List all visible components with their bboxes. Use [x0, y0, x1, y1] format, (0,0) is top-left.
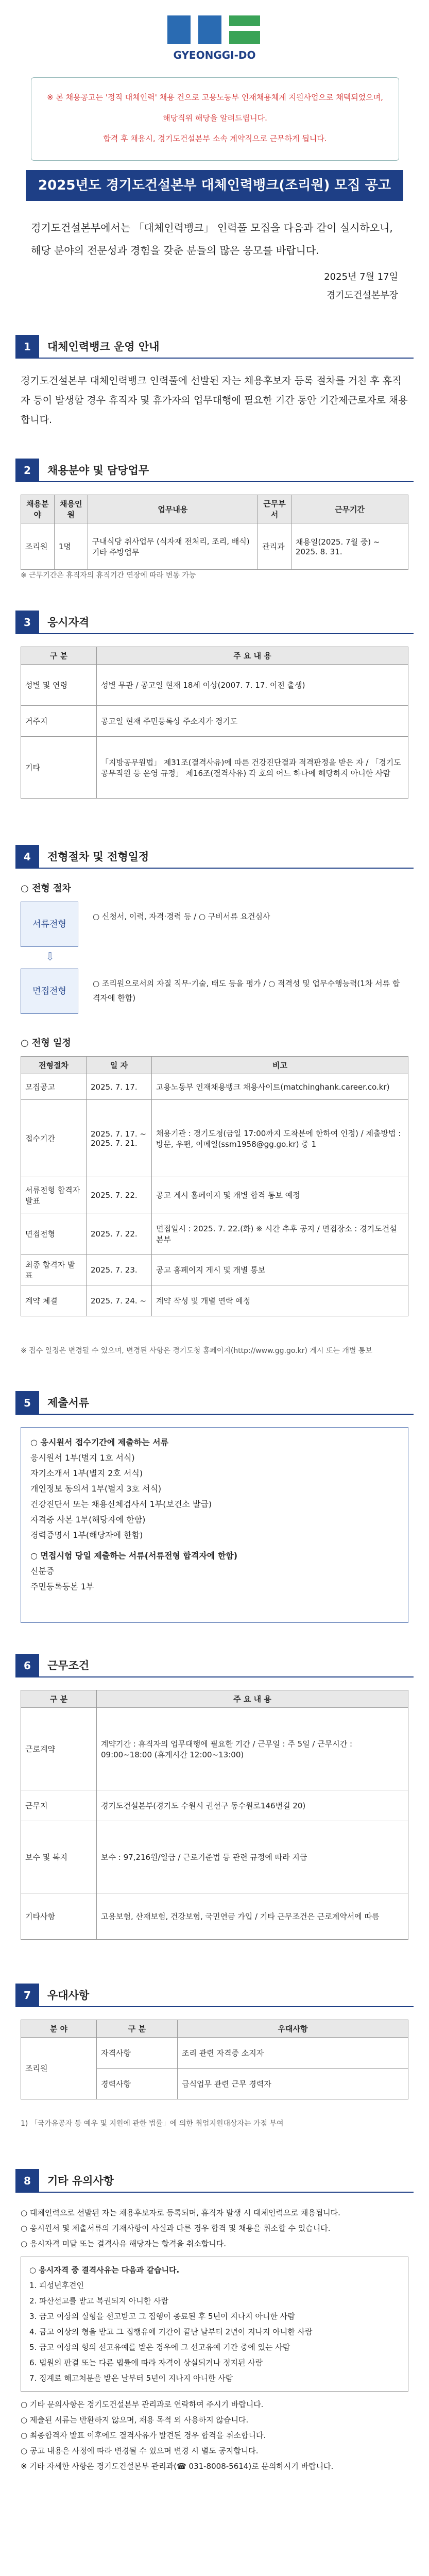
- logo-text: GYEONGGI-DO: [173, 49, 256, 61]
- list-item: 6. 법원의 판결 또는 다른 법률에 따라 자격이 상실되거나 정지된 사람: [29, 2358, 263, 2367]
- list-item: 3. 금고 이상의 실형을 선고받고 그 집행이 종료된 후 5년이 지나지 아니한 사람: [29, 2312, 295, 2321]
- table-cell: 서류전형 합격자 발표: [21, 1177, 87, 1213]
- table-cell: 접수기간: [21, 1100, 87, 1177]
- table-cell: 2025. 7. 22.: [87, 1213, 152, 1255]
- etc-notes: [21, 2205, 408, 2474]
- table-header: 분 야: [21, 2020, 97, 2038]
- documents-title-2: ○ 면접시험 당일 제출하는 서류(서류전형 합격자에 한함): [30, 1551, 238, 1561]
- table-cell: 조리원: [21, 523, 55, 570]
- table-cell: 2025. 7. 24. ~: [87, 1285, 152, 1316]
- table-cell: 고용보험, 산재보험, 건강보험, 국민연금 가입 / 기타 근무조건은 근로계약서에 따름: [97, 1893, 408, 1940]
- section-label: 전형절차 및 전형일정: [39, 845, 414, 869]
- table-cell: 계약기간 : 휴직자의 업무대행에 필요한 기간 / 근무일 : 주 5일 / 근무시간 : 09:00~18:00 (휴게시간 12:00~13:00): [97, 1708, 408, 1790]
- table-cell: 최종 합격자 발표: [21, 1255, 87, 1285]
- section-label: 응시자격: [39, 611, 414, 634]
- section-4-header: [15, 845, 414, 869]
- table-cell: 경기도건설본부(경기도 수원시 권선구 동수원로146번길 20): [97, 1790, 408, 1821]
- list-item: 경력증명서 1부(해당자에 한함): [30, 1530, 143, 1540]
- table-header: 주 요 내 용: [97, 647, 408, 665]
- table-cell: 면접일시 : 2025. 7. 22.(화) ※ 시간 추후 공지 / 면접장소 : 경기도건설본부: [152, 1213, 408, 1255]
- notice-box: [31, 77, 399, 161]
- list-item: 응시원서 1부(별지 1호 서식): [30, 1453, 135, 1463]
- section-5-header: [15, 1391, 414, 1415]
- notice-line-1: ※ 본 채용공고는 '정직 대체인력' 채용 건으로 고용노동부 인재채용체계 지원사업으로 채택되었으며,: [47, 93, 383, 102]
- list-item: 자기소개서 1부(별지 2호 서식): [30, 1468, 143, 1478]
- section-2-header: [15, 459, 414, 482]
- section-number: 5: [15, 1391, 39, 1415]
- table-cell: 급식업무 관련 근무 경력자: [178, 2069, 408, 2099]
- table-cell: 자격사항: [97, 2038, 178, 2069]
- qualification-table: [21, 647, 408, 799]
- table-header: 우대사항: [178, 2020, 408, 2038]
- table-cell: 보수 및 복지: [21, 1821, 97, 1893]
- table-header: 업무내용: [88, 495, 258, 523]
- section-1-header: [15, 335, 414, 359]
- table-cell: 공고일 현재 주민등록상 주소지가 경기도: [97, 706, 408, 737]
- section-label: 우대사항: [39, 1984, 414, 2007]
- table-cell: 기타사항: [21, 1893, 97, 1940]
- table-cell: 2025. 7. 22.: [87, 1177, 152, 1213]
- table-cell: 조리 관련 자격증 소지자: [178, 2038, 408, 2069]
- table-cell: 보수 : 97,216원/일급 / 근로기준법 등 관련 규정에 따라 지급: [97, 1821, 408, 1893]
- arrow-down-icon: ⇩: [45, 951, 55, 963]
- table-cell: 모집공고: [21, 1074, 87, 1100]
- notice-line-2: 해당직위 해당을 알려드립니다.: [163, 113, 267, 123]
- list-item: 5. 금고 이상의 형의 선고유예를 받은 경우에 그 선고유예 기간 중에 있는 사람: [29, 2343, 290, 2352]
- list-item: ○ 대체인력으로 선발된 자는 채용후보자로 등록되며, 휴직자 발생 시 대체인력으로 채용됩니다.: [21, 2208, 340, 2217]
- table-header: 주 요 내 용: [97, 1690, 408, 1708]
- preference-note: 1) 「국가유공자 등 예우 및 지원에 관한 법률」에 의한 취업지원대상자는 가점 부여: [21, 2120, 284, 2128]
- preference-table: [21, 2020, 408, 2099]
- table-cell: 성별 무관 / 공고일 현재 18세 이상(2007. 7. 17. 이전 출생): [97, 665, 408, 706]
- section-number: 3: [15, 611, 39, 634]
- table-header: 채용인원: [54, 495, 88, 523]
- conditions-table: [21, 1690, 408, 1940]
- recruit-table: [21, 495, 408, 570]
- process-subtitle: ○ 전형 절차: [21, 883, 71, 894]
- intro-text: 경기도건설본부에서는 「대체인력뱅크」 인력풀 모집을 다음과 같이 실시하오니, 해당 분야의 전문성과 경험을 갖춘 분들의 많은 응모를 바랍니다.: [31, 222, 393, 257]
- table-cell: 공고 게시 홈페이지 및 개별 합격 통보 예정: [152, 1177, 408, 1213]
- table-cell: 근로계약: [21, 1708, 97, 1790]
- recruit-note: ※ 근무기간은 휴직자의 휴직기간 연장에 따라 변동 가능: [21, 571, 196, 580]
- list-item: 신분증: [30, 1566, 55, 1576]
- table-header: 구 분: [21, 1690, 97, 1708]
- documents-box: [21, 1427, 408, 1623]
- table-cell: 1명: [54, 523, 88, 570]
- documents-title-1: ○ 응시원서 접수기간에 제출하는 서류: [30, 1437, 169, 1447]
- section-6-header: [15, 1654, 414, 1677]
- list-item: ○ 기타 문의사항은 경기도건설본부 관리과로 연락하여 주시기 바랍니다.: [21, 2400, 264, 2409]
- table-header: 구 분: [21, 647, 97, 665]
- table-cell: 성별 및 연령: [21, 665, 97, 706]
- schedule-subtitle: ○ 전형 일정: [21, 1038, 71, 1048]
- table-cell: 2025. 7. 23.: [87, 1255, 152, 1285]
- table-header: 채용분야: [21, 495, 55, 523]
- table-cell: 면접전형: [21, 1213, 87, 1255]
- table-header: 구 분: [97, 2020, 178, 2038]
- section-label: 채용분야 및 담당업무: [39, 459, 414, 482]
- section-number: 1: [15, 335, 39, 359]
- list-item: ○ 응시자격 미달 또는 결격사유 해당자는 합격을 취소합니다.: [21, 2239, 226, 2248]
- table-cell: 계약 체결: [21, 1285, 87, 1316]
- notice-line-3: 합격 후 채용시, 경기도건설본부 소속 계약직으로 근무하게 됩니다.: [103, 134, 327, 143]
- logo: [0, 0, 429, 77]
- schedule-note: ※ 접수 일정은 변경될 수 있으며, 변경된 사항은 경기도청 홈페이지(http://www.gg.go.kr) 게시 또는 개별 통보: [21, 1347, 372, 1355]
- section-8-header: [15, 2169, 414, 2193]
- section-3-header: [15, 611, 414, 634]
- list-item: ※ 기타 자세한 사항은 경기도건설본부 관리과(☎ 031-8008-5614)로 문의하시기 바랍니다.: [21, 2462, 334, 2471]
- section-number: 6: [15, 1654, 39, 1677]
- table-cell: 거주지: [21, 706, 97, 737]
- table-cell: 관리과: [258, 523, 291, 570]
- table-cell: 2025. 7. 17. ~ 2025. 7. 21.: [87, 1100, 152, 1177]
- table-cell: 경력사항: [97, 2069, 178, 2099]
- table-header: 일 자: [87, 1057, 152, 1074]
- table-header: 전형절차: [21, 1057, 87, 1074]
- section-number: 7: [15, 1984, 39, 2007]
- table-cell: 기타: [21, 737, 97, 799]
- disqualification-box: [21, 2257, 408, 2392]
- table-cell: 채용일(2025. 7월 중) ~ 2025. 8. 31.: [291, 523, 408, 570]
- table-header: 근무부서: [258, 495, 291, 523]
- flow-step-interview: 면접전형: [21, 969, 78, 1014]
- table-cell: 근무지: [21, 1790, 97, 1821]
- section-number: 2: [15, 459, 39, 482]
- table-cell: 2025. 7. 17.: [87, 1074, 152, 1100]
- list-item: ○ 제출된 서류는 반환하지 않으며, 채용 목적 외 사용하지 않습니다.: [21, 2415, 249, 2425]
- announcement-org: 경기도건설본부장: [326, 290, 398, 301]
- section-label: 근무조건: [39, 1654, 414, 1677]
- disqualification-title: ○ 응시자격 중 결격사유는 다음과 같습니다.: [29, 2265, 180, 2275]
- section-label: 기타 유의사항: [39, 2169, 414, 2193]
- table-header: 비고: [152, 1057, 408, 1074]
- flow-step-document: 서류전형: [21, 902, 78, 947]
- section-number: 4: [15, 845, 39, 869]
- list-item: 7. 징계로 해고처분을 받은 날부터 5년이 지나지 아니한 사람: [29, 2374, 233, 2383]
- page-title: 2025년도 경기도건설본부 대체인력뱅크(조리원) 모집 공고: [26, 170, 403, 201]
- list-item: 주민등록등본 1부: [30, 1582, 94, 1591]
- table-header: 근무기간: [291, 495, 408, 523]
- table-cell: 구내식당 취사업무 (식자재 전처리, 조리, 배식) 기타 주방업무: [88, 523, 258, 570]
- section-7-header: [15, 1984, 414, 2007]
- section-label: 제출서류: [39, 1391, 414, 1415]
- list-item: 2. 파산선고를 받고 복권되지 아니한 사람: [29, 2296, 168, 2306]
- list-item: ○ 최종합격자 발표 이후에도 결격사유가 발견된 경우 합격을 취소합니다.: [21, 2431, 266, 2440]
- list-item: 자격증 사본 1부(해당자에 한함): [30, 1515, 146, 1524]
- list-item: 개인정보 동의서 1부(별지 3호 서식): [30, 1484, 162, 1494]
- list-item: 1. 피성년후견인: [29, 2281, 84, 2290]
- table-cell: 계약 작성 및 개별 연락 예정: [152, 1285, 408, 1316]
- section-1-text: 경기도건설본부 대체인력뱅크 인력풀에 선발된 자는 채용후보자 등록 절차를 거친 후 휴직자 등이 발생할 경우 휴직자 및 휴가자의 업무대행에 필요한 기간 동안 기간제근로자로 채용합니다.: [21, 375, 408, 426]
- list-item: 4. 금고 이상의 형을 받고 그 집행유예 기간이 끝난 날부터 2년이 지나지 아니한 사람: [29, 2327, 313, 2336]
- list-item: ○ 응시원서 및 제출서류의 기재사항이 사실과 다른 경우 합격 및 채용을 취소할 수 있습니다.: [21, 2224, 331, 2233]
- table-cell: 「지방공무원법」 제31조(결격사유)에 따른 건강진단결과 적격판정을 받은 자 / 「경기도 공무직원 등 운영 규정」 제16조(결격사유) 각 호의 어느 하나에 해당하지 아니한 사람: [97, 737, 408, 799]
- gyeonggi-logo-icon: [0, 0, 429, 77]
- table-cell: 고용노동부 인재채용뱅크 채용사이트(matchinghank.career.co.kr): [152, 1074, 408, 1100]
- flow-step-interview-desc: ○ 조리원으로서의 자질 직무·기술, 태도 등을 평가 / ○ 적격성 및 업무수행능력(1차 서류 합격자에 한함): [93, 979, 400, 1003]
- table-cell: 조리원: [21, 2038, 97, 2099]
- table-cell: 공고 홈페이지 게시 및 개별 통보: [152, 1255, 408, 1285]
- section-number: 8: [15, 2169, 39, 2193]
- schedule-table: [21, 1056, 408, 1316]
- section-label: 대체인력뱅크 운영 안내: [39, 335, 414, 359]
- flow-step-document-desc: ○ 신청서, 이력, 자격·경력 등 / ○ 구비서류 요건심사: [93, 912, 270, 921]
- announcement-date: 2025년 7월 17일: [324, 272, 398, 282]
- list-item: ○ 공고 내용은 사정에 따라 변경될 수 있으며 변경 시 별도 공지합니다.: [21, 2446, 259, 2455]
- list-item: 건강진단서 또는 채용신체검사서 1부(보건소 발급): [30, 1499, 212, 1509]
- table-cell: 채용기관 : 경기도청(금일 17:00까지 도착분에 한하여 인정) / 제출방법 : 방문, 우편, 이메일(ssm1958@gg.go.kr) 중 1: [152, 1100, 408, 1177]
